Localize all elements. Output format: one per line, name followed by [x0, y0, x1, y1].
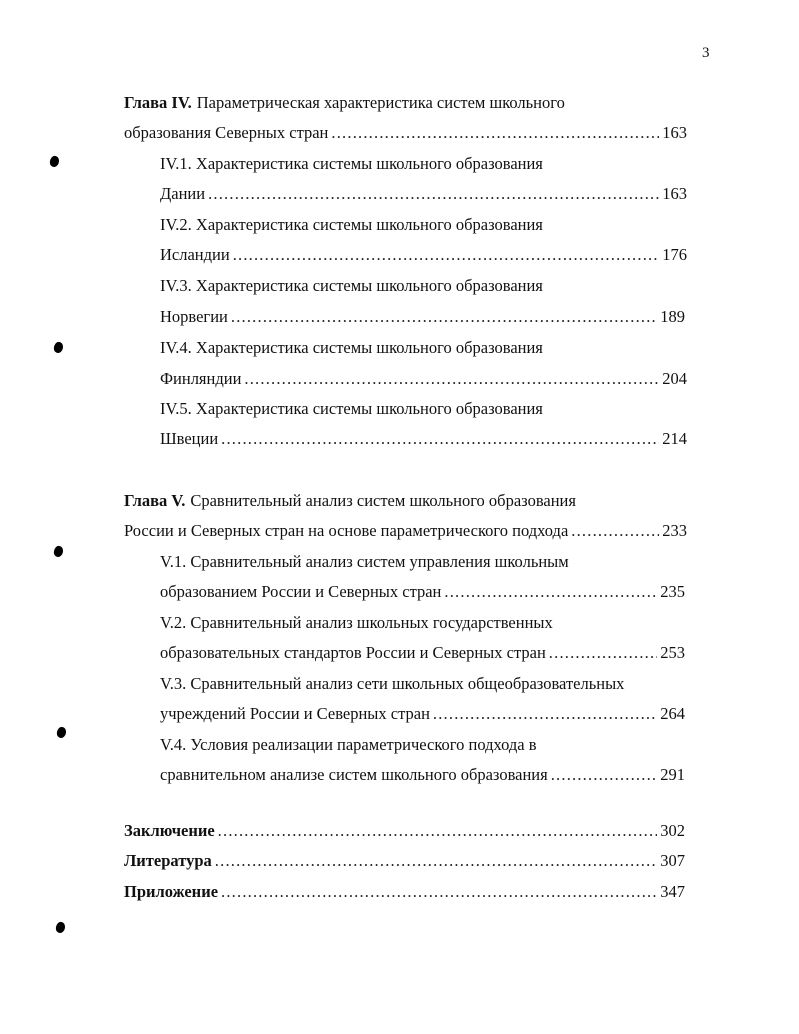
chapter-4-title-line1: Параметрическая характеристика систем школьного	[196, 93, 565, 112]
section-4-5-title[interactable]	[160, 398, 543, 420]
section-5-3-entry[interactable]	[160, 703, 685, 725]
section-title-line1: IV.3. Характеристика системы школьного образования	[160, 276, 543, 295]
section-5-1-entry[interactable]	[160, 581, 685, 603]
section-4-2-title[interactable]	[160, 214, 543, 236]
section-page: 264	[660, 704, 685, 723]
conclusion-page: 302	[660, 821, 685, 840]
section-title-line1: V.3. Сравнительный анализ сети школьных общеобразовательных	[160, 674, 625, 693]
literature-entry[interactable]	[124, 850, 685, 872]
chapter-5-page: 233	[662, 521, 687, 540]
section-page: 214	[662, 429, 687, 448]
ink-speck	[52, 545, 64, 558]
dot-leader	[549, 642, 657, 664]
section-title-line1: IV.2. Характеристика системы школьного образования	[160, 215, 543, 234]
appendix-entry[interactable]	[124, 881, 685, 903]
ink-speck	[55, 726, 67, 739]
ink-speck	[48, 155, 60, 168]
chapter-4-entry[interactable]	[124, 122, 687, 144]
section-page: 253	[660, 643, 685, 662]
ink-speck	[54, 921, 66, 934]
section-4-1-entry[interactable]	[160, 183, 687, 205]
section-title-line1: V.1. Сравнительный анализ систем управления школьным	[160, 552, 569, 571]
section-4-2-entry[interactable]	[160, 244, 687, 266]
section-title-line2: образовательных стандартов России и Северных стран	[160, 643, 546, 662]
section-title-line2: Исландии	[160, 245, 230, 264]
section-title-line1: IV.1. Характеристика системы школьного образования	[160, 154, 543, 173]
section-5-1-title[interactable]	[160, 551, 569, 573]
dot-leader	[208, 183, 659, 205]
conclusion-label: Заключение	[124, 821, 215, 840]
section-5-2-entry[interactable]	[160, 642, 685, 664]
chapter-5-entry[interactable]	[124, 520, 687, 542]
section-page: 176	[662, 245, 687, 264]
conclusion-entry[interactable]	[124, 820, 685, 842]
dot-leader	[231, 306, 657, 328]
dot-leader	[571, 520, 659, 542]
page-number: 3	[702, 45, 710, 61]
section-title-line1: IV.5. Характеристика системы школьного образования	[160, 399, 543, 418]
literature-page: 307	[660, 851, 685, 870]
section-title-line2: Норвегии	[160, 307, 228, 326]
chapter-4-page: 163	[662, 123, 687, 142]
dot-leader	[221, 428, 659, 450]
section-page: 163	[662, 184, 687, 203]
section-title-line2: образованием России и Северных стран	[160, 582, 442, 601]
appendix-page: 347	[660, 882, 685, 901]
chapter-4-title[interactable]	[124, 92, 565, 114]
section-4-5-entry[interactable]	[160, 428, 687, 450]
chapter-5-title-line1: Сравнительный анализ систем школьного образования	[190, 491, 576, 510]
literature-label: Литература	[124, 851, 212, 870]
section-title-line2: Финляндии	[160, 369, 242, 388]
section-title-line2: Дании	[160, 184, 206, 203]
section-page: 235	[660, 582, 685, 601]
section-4-1-title[interactable]	[160, 153, 543, 175]
dot-leader	[244, 368, 659, 390]
section-5-4-entry[interactable]	[160, 764, 685, 786]
chapter-5-label: Глава V.	[124, 491, 186, 510]
section-5-2-title[interactable]	[160, 612, 553, 634]
section-page: 291	[660, 765, 685, 784]
dot-leader	[218, 820, 658, 842]
section-5-3-title[interactable]	[160, 673, 624, 695]
chapter-4-title-line2: образования Северных стран	[124, 123, 329, 142]
section-title-line2: сравнительном анализе систем школьного образования	[160, 765, 548, 784]
section-4-3-title[interactable]	[160, 275, 543, 297]
appendix-label: Приложение	[124, 882, 219, 901]
dot-leader	[215, 850, 657, 872]
section-4-4-entry[interactable]	[160, 368, 687, 390]
dot-leader	[444, 581, 657, 603]
dot-leader	[233, 244, 660, 266]
section-page: 189	[660, 307, 685, 326]
section-title-line2: учреждений России и Северных стран	[160, 704, 430, 723]
dot-leader	[551, 764, 658, 786]
section-title-line2: Швеции	[160, 429, 219, 448]
ink-speck	[52, 341, 64, 354]
section-5-4-title[interactable]	[160, 734, 537, 756]
section-page: 204	[662, 369, 687, 388]
section-title-line1: V.2. Сравнительный анализ школьных государственных	[160, 613, 553, 632]
dot-leader	[433, 703, 657, 725]
section-title-line1: V.4. Условия реализации параметрического подхода в	[160, 735, 537, 754]
dot-leader	[221, 881, 657, 903]
chapter-5-title-line2: России и Северных стран на основе параметрического подхода	[124, 521, 569, 540]
dot-leader	[331, 122, 659, 144]
section-title-line1: IV.4. Характеристика системы школьного образования	[160, 338, 543, 357]
section-4-3-entry[interactable]	[160, 306, 685, 328]
section-4-4-title[interactable]	[160, 337, 543, 359]
chapter-4-label: Глава IV.	[124, 93, 192, 112]
chapter-5-title[interactable]	[124, 490, 576, 512]
